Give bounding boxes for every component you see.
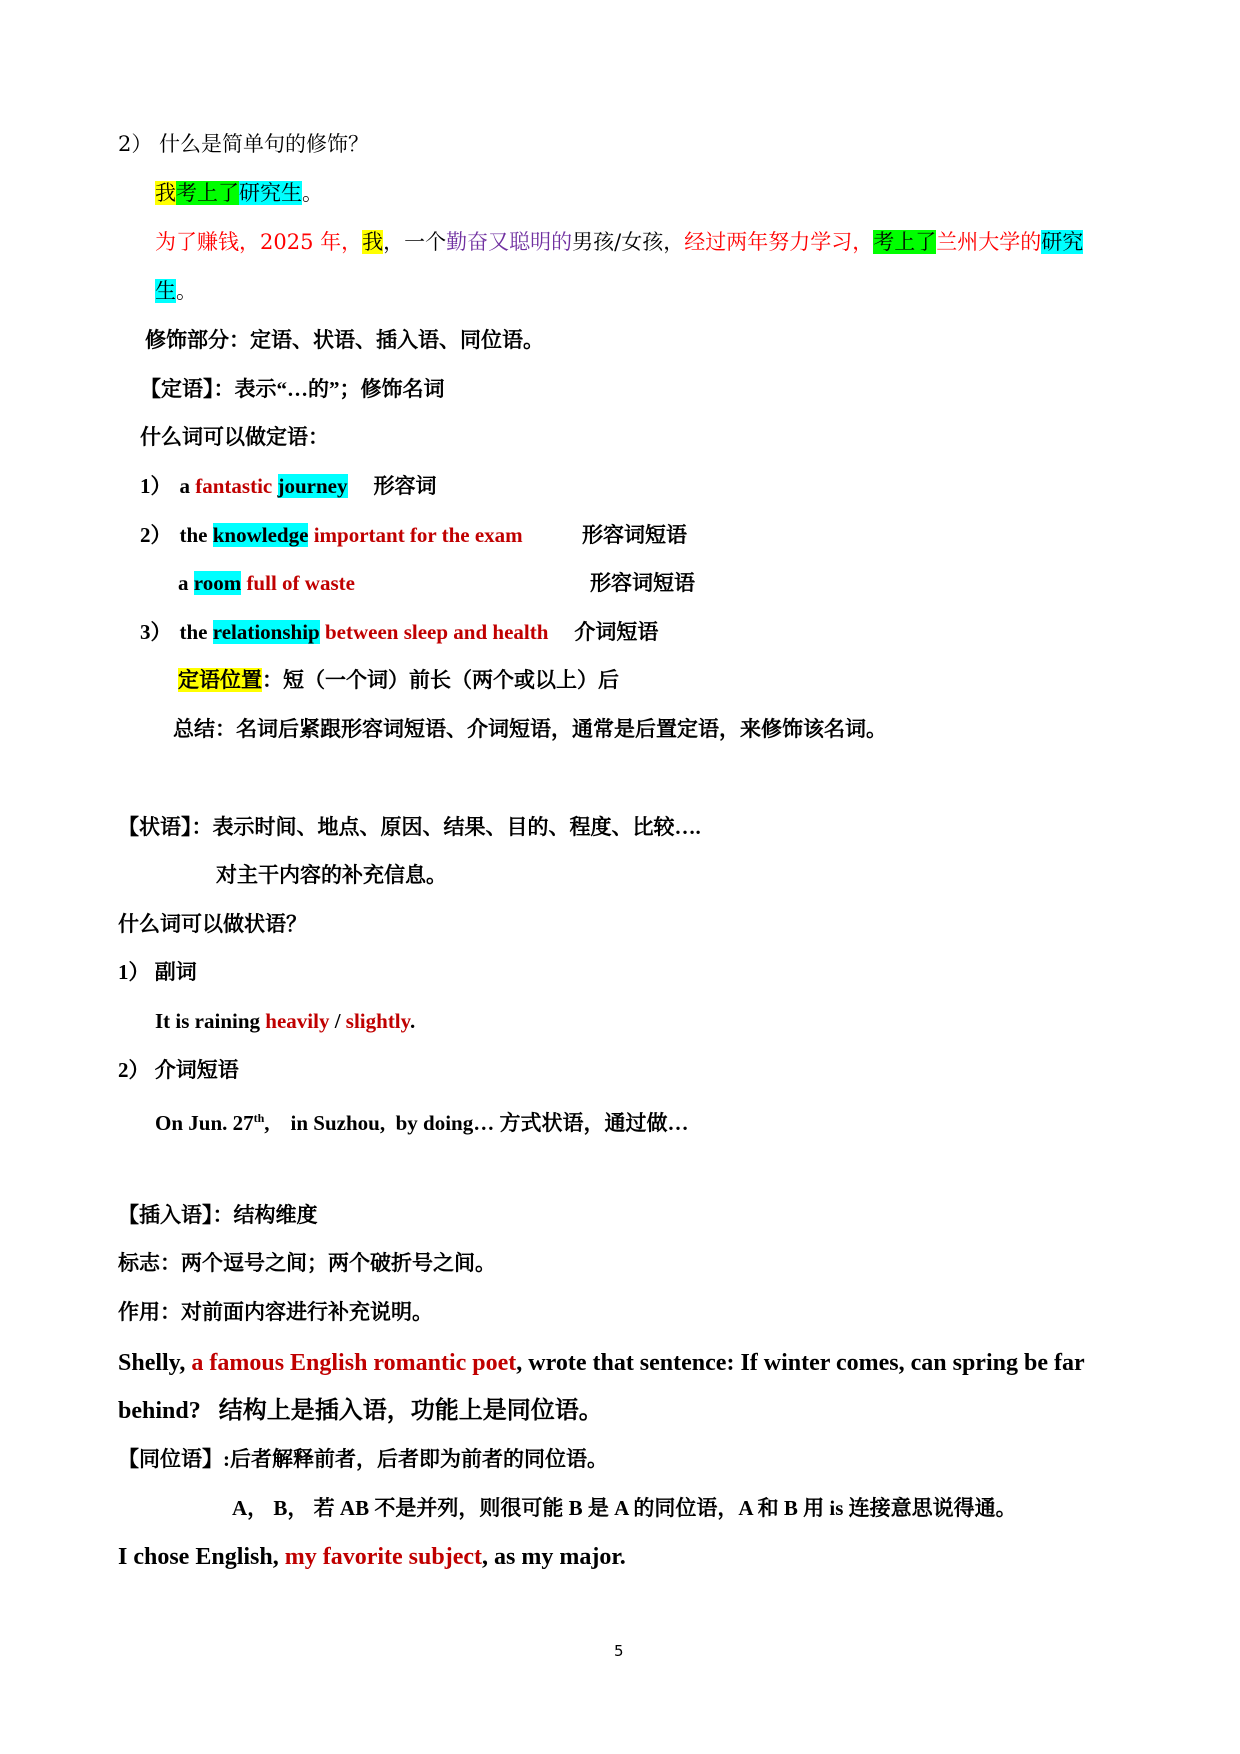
adverbial-example-1 [155, 1007, 415, 1035]
text: , in Suzhou, by doing… 方式状语，通过做… [264, 1111, 689, 1135]
text: Shelly, [118, 1350, 192, 1376]
attributive-heading: 【定语】：表示“…的”；修饰名词 [140, 377, 445, 401]
adverb: slightly [345, 1009, 410, 1033]
text: , wrote that sentence: If winter comes, can spring be far [516, 1350, 1085, 1376]
num: 1） [140, 474, 172, 498]
adverbial-question: 什么词可以做状语？ [118, 912, 307, 936]
parenthesis-example-cont: behind? 结构上是插入语，功能上是同位语。 [118, 1398, 603, 1424]
text: It is raining [155, 1009, 266, 1033]
attributive-summary: 总结：名词后紧跟形容词短语、介词短语，通常是后置定语，来修饰该名词。 [173, 717, 887, 741]
parenthesis-mark: 标志：两个逗号之间；两个破折号之间。 [118, 1251, 496, 1275]
adverbial-item-2: 2） 介词短语 [118, 1058, 239, 1082]
attributive-example-3 [140, 618, 658, 646]
adverbial-subheading: 对主干内容的补充信息。 [216, 863, 447, 887]
adjective-phrase: important for the exam [308, 523, 523, 547]
object-highlight: 研究生 [239, 181, 302, 205]
num: 2） [140, 523, 172, 547]
article: the [179, 523, 213, 547]
noun-highlight: room [193, 571, 242, 595]
type-label: 形容词短语 [590, 571, 695, 595]
type-label: 形容词短语 [582, 523, 687, 547]
position-highlight: 定语位置 [178, 668, 262, 692]
attributive-example-2b [178, 569, 695, 597]
text: On Jun. 27 [155, 1111, 254, 1135]
num: 3） [140, 620, 172, 644]
noun-highlight: knowledge [212, 523, 309, 547]
article: a [178, 571, 194, 595]
position-text: ：短（一个词）前长（两个或以上）后 [262, 668, 619, 692]
noun-highlight: relationship [212, 620, 320, 644]
adverbial-item-1: 1） 副词 [118, 960, 197, 984]
subject-highlight: 我 [155, 181, 176, 205]
text: / [329, 1009, 346, 1033]
modifier-parts: 修饰部分：定语、状语、插入语、同位语。 [145, 328, 544, 352]
verb-highlight: 考上了 [873, 230, 937, 254]
attributive: 勤奋又聪明的 [446, 230, 573, 254]
text: . [410, 1009, 416, 1033]
attributive-example-2 [140, 521, 687, 549]
appositive: 男孩/女孩， [572, 230, 685, 254]
text: ，一个 [383, 230, 447, 254]
attributive-2: 兰州大学的 [936, 230, 1042, 254]
question-heading: 2） 什么是简单句的修饰？ [118, 132, 370, 156]
appositive-rule: A， B， 若 AB 不是并列，则很可能 B 是 A 的同位语，A 和 B 用 is 连接意思说得通。 [232, 1496, 1017, 1520]
attributive-question: 什么词可以做定语： [140, 425, 329, 449]
punct: 。 [176, 279, 197, 303]
example-sentence-cont [155, 277, 197, 305]
verb-highlight: 考上了 [176, 181, 239, 205]
adjective: fantastic [195, 474, 273, 498]
adverbial: 为了赚钱，2025 年， [155, 230, 363, 254]
superscript: th [253, 1111, 265, 1125]
adverb: heavily [265, 1009, 330, 1033]
adverbial-2: 经过两年努力学习， [684, 230, 874, 254]
parenthesis-function: 作用：对前面内容进行补充说明。 [118, 1300, 433, 1324]
attributive-position [178, 666, 619, 694]
appositive-phrase: my favorite subject [284, 1544, 482, 1570]
adverbial-heading: 【状语】：表示时间、地点、原因、结果、目的、程度、比较…. [118, 815, 701, 839]
inserted-phrase: a famous English romantic poet [191, 1350, 517, 1376]
text: , as my major. [482, 1544, 626, 1570]
prep-phrase: between sleep and health [319, 620, 549, 644]
example-sentence-simple [155, 179, 323, 207]
object-highlight-2: 生 [155, 279, 176, 303]
attributive-example-1 [140, 472, 437, 500]
appositive-heading: 【同位语】:后者解释前者，后者即为前者的同位语。 [118, 1447, 608, 1471]
parenthesis-heading: 【插入语】：结构维度 [118, 1203, 318, 1227]
subject-highlight: 我 [362, 230, 384, 254]
parenthesis-example [118, 1349, 1085, 1377]
noun-highlight: journey [277, 474, 348, 498]
appositive-example [118, 1543, 626, 1571]
adjective-phrase: full of waste [241, 571, 355, 595]
adverbial-example-2 [155, 1104, 688, 1137]
type-label: 介词短语 [574, 620, 659, 644]
article: a [179, 474, 196, 498]
example-sentence-modified [155, 228, 1083, 256]
page-number: 5 [614, 1642, 624, 1660]
punct: 。 [302, 181, 323, 205]
object-highlight: 研究 [1041, 230, 1084, 254]
type-label: 形容词 [373, 474, 437, 498]
text: I chose English, [118, 1544, 285, 1570]
article: the [179, 620, 213, 644]
